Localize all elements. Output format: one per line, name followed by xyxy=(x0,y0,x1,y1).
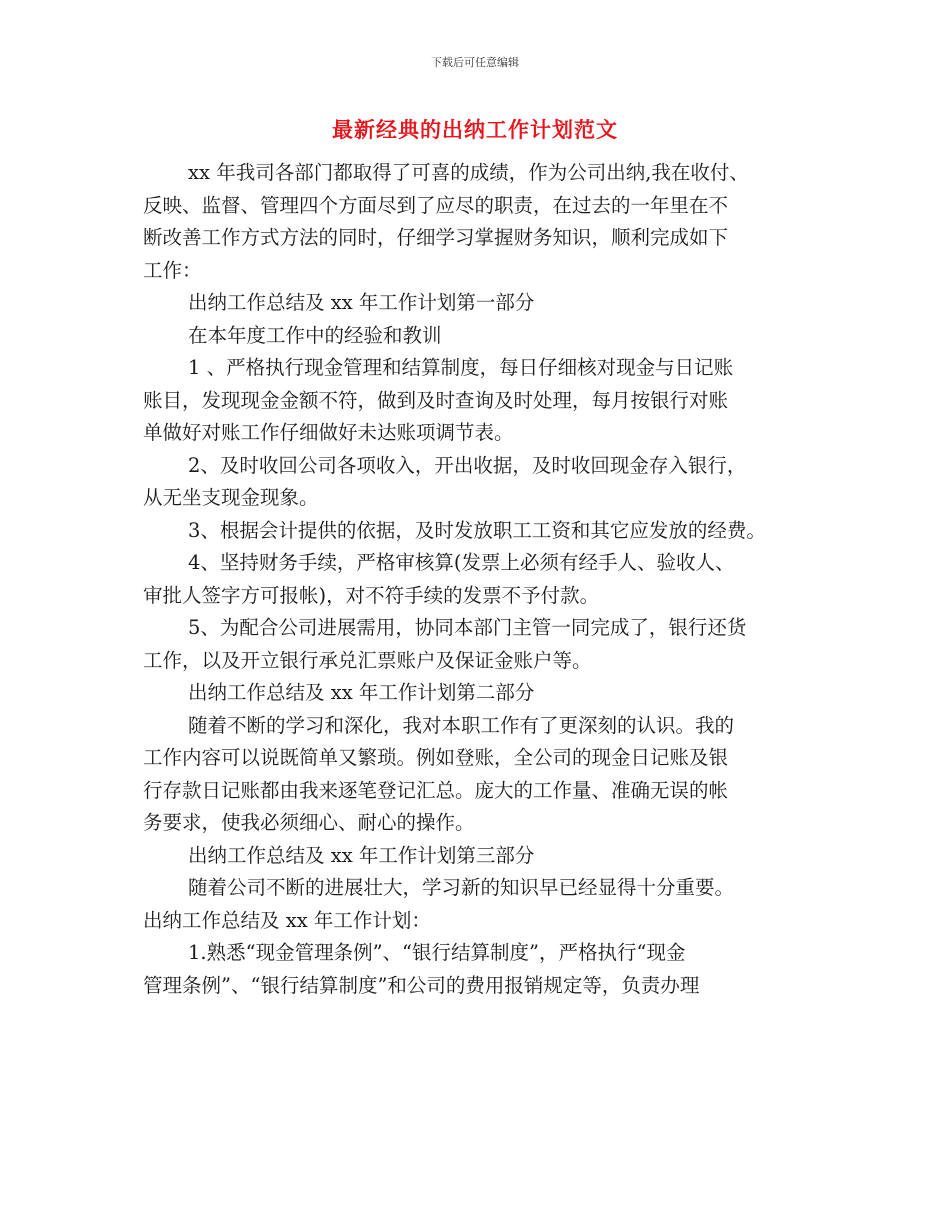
document-body xyxy=(143,157,823,1002)
paragraph-line: 出纳工作总结及 xx 年工作计划第二部分 xyxy=(188,681,535,704)
paragraph-line: 账目，发现现金金额不符，做到及时查询及时处理，每月按银行对账 xyxy=(143,388,729,412)
paragraph-line: 4、坚持财务手续，严格审核算(发票上必须有经手人、验收人、 xyxy=(188,551,735,574)
paragraph-line: 行存款日记账都由我来逐笔登记汇总。庞大的工作量、准确无误的帐 xyxy=(143,778,729,802)
paragraph-line: 随着公司不断的进展壮大，学习新的知识早已经显得十分重要。 xyxy=(188,876,735,899)
paragraph-line: 审批人签字方可报帐)，对不符手续的发票不予付款。 xyxy=(143,583,600,607)
paragraph-line: 从无坐支现金现象。 xyxy=(143,486,319,509)
paragraph-line: 5、为配合公司进展需用，协同本部门主管一同完成了，银行还货 xyxy=(188,616,747,639)
paragraph-line: 反映、监督、管理四个方面尽到了应尽的职责，在过去的一年里在不 xyxy=(143,193,729,217)
paragraph-line: 管理条例”、“银行结算制度”和公司的费用报销规定等，负责办理 xyxy=(143,973,700,997)
header-note: 下载后可任意编辑 xyxy=(431,56,519,69)
paragraph-line: xx 年我司各部门都取得了可喜的成绩，作为公司出纳,我在收付、 xyxy=(188,161,749,184)
paragraph-line: 务要求，使我必须细心、耐心的操作。 xyxy=(143,811,475,834)
document-title: 最新经典的出纳工作计划范文 xyxy=(332,118,618,142)
paragraph-line: 断改善工作方式方法的同时，仔细学习掌握财务知识，顺利完成如下 xyxy=(143,226,729,249)
paragraph-line: 工作内容可以说既简单又繁琐。例如登账，全公司的现金日记账及银 xyxy=(143,746,729,769)
paragraph-line: 工作，以及开立银行承兑汇票账户及保证金账户等。 xyxy=(143,648,592,672)
paragraph-line: 出纳工作总结及 xx 年工作计划： xyxy=(143,908,431,932)
paragraph-line: 在本年度工作中的经验和教训 xyxy=(188,323,442,347)
paragraph-line: 3、根据会计提供的依据，及时发放职工工资和其它应发放的经费。 xyxy=(188,518,766,542)
paragraph-line: 出纳工作总结及 xx 年工作计划第三部分 xyxy=(188,843,535,867)
paragraph-line: 1 、严格执行现金管理和结算制度，每日仔细核对现金与日记账 xyxy=(188,356,734,379)
paragraph-line: 出纳工作总结及 xx 年工作计划第一部分 xyxy=(188,291,535,314)
paragraph-line: 工作： xyxy=(143,258,202,282)
paragraph-line: 2、及时收回公司各项收入，开出收据，及时收回现金存入银行， xyxy=(188,453,747,477)
paragraph-line: 1.熟悉“现金管理条例”、“银行结算制度”，严格执行“现金 xyxy=(188,941,686,964)
paragraph-line: 单做好对账工作仔细做好未达账项调节表。 xyxy=(143,421,514,444)
paragraph-line: 随着不断的学习和深化，我对本职工作有了更深刻的认识。我的 xyxy=(188,713,735,737)
